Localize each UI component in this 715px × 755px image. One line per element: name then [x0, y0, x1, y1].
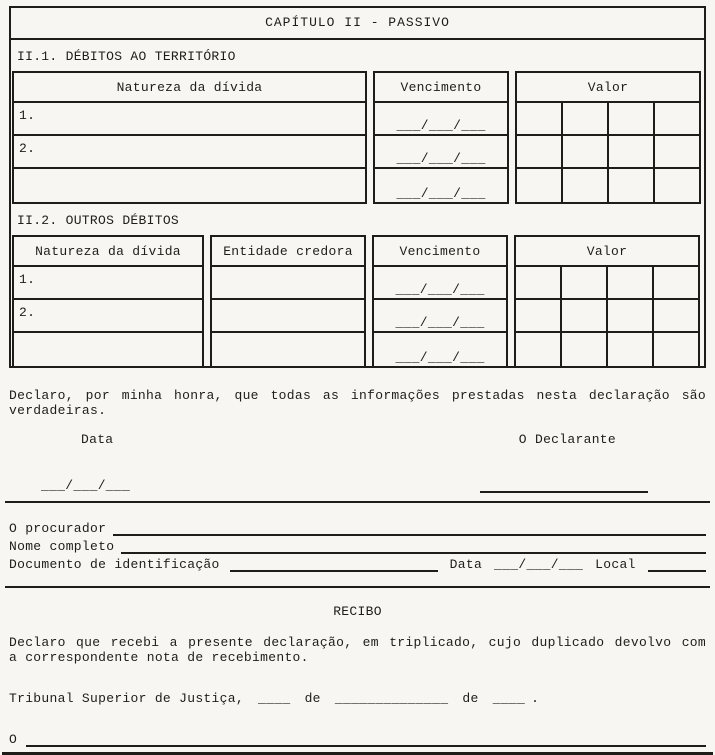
ii2-row1-entidade-field[interactable] [212, 267, 364, 300]
declaration-block [9, 388, 706, 493]
tribunal-date-line [9, 691, 706, 706]
ii1-valor-header: Valor [517, 73, 699, 103]
valor-cell[interactable] [608, 300, 652, 333]
declaration-text-line1: Declaro, por minha honra, que todas as informações prestadas nesta declaração são [9, 388, 706, 403]
documento-label: Documento de identificação [9, 557, 220, 572]
ii1-vencimento-header: Vencimento [375, 73, 507, 103]
passivo-form-box [9, 6, 706, 368]
recibo-title: RECIBO [333, 604, 382, 619]
valor-cell[interactable] [562, 333, 606, 366]
date-label: Data [81, 432, 114, 447]
ii1-row1-vencimento-field[interactable]: ___/___/___ [375, 103, 507, 136]
declaration-labels-row [9, 432, 706, 447]
valor-subcolumn [517, 103, 561, 202]
valor-cell[interactable] [517, 136, 561, 169]
ii2-entidade-column [210, 235, 366, 368]
period: . [531, 691, 540, 706]
valor-subcolumn [606, 267, 652, 366]
valor-cell[interactable] [517, 103, 561, 136]
ii1-row2-vencimento-field[interactable]: ___/___/___ [375, 136, 507, 169]
recibo-text [9, 635, 706, 665]
valor-cell[interactable] [517, 169, 561, 202]
ii2-row1-natureza-field[interactable] [14, 267, 202, 300]
section-ii2-heading: II.2. OUTROS DÉBITOS [17, 213, 180, 228]
section-ii1-heading: II.1. DÉBITOS AO TERRITÓRIO [17, 49, 236, 64]
ii1-valor-column [515, 71, 701, 204]
valor-subcolumn [516, 267, 560, 366]
valor-cell[interactable] [609, 103, 653, 136]
documento-data-label: Data [449, 557, 483, 572]
valor-cell[interactable] [562, 267, 606, 300]
valor-cell[interactable] [655, 136, 699, 169]
ii2-row3-vencimento-field[interactable]: ___/___/___ [395, 350, 485, 365]
valor-cell[interactable] [655, 103, 699, 136]
valor-cell[interactable] [608, 333, 652, 366]
ii2-row3-natureza-field[interactable] [14, 333, 202, 366]
receiver-signature-line [9, 732, 706, 747]
valor-cell[interactable] [516, 267, 560, 300]
valor-cell[interactable] [609, 136, 653, 169]
declaration-date-field[interactable]: ___/___/___ [41, 478, 131, 493]
documento-line [9, 557, 706, 572]
ii2-row2-entidade-field[interactable] [212, 300, 364, 333]
valor-cell[interactable] [563, 136, 607, 169]
ii2-natureza-header: Natureza da dívida [14, 237, 202, 267]
table-ii1 [11, 71, 704, 204]
declarant-label: O Declarante [518, 432, 616, 447]
tribunal-label: Tribunal Superior de Justiça, [9, 691, 244, 706]
ii1-natureza-column [12, 71, 367, 204]
local-field[interactable] [648, 557, 706, 572]
ii2-vencimento-header: Vencimento [374, 237, 506, 267]
ii2-natureza-column [12, 235, 204, 368]
procurador-field[interactable] [113, 521, 706, 536]
ii2-row1-vencimento-field[interactable]: ___/___/___ [374, 267, 506, 300]
valor-cell[interactable] [563, 103, 607, 136]
valor-subcolumn [653, 103, 699, 202]
chapter-title: CAPÍTULO II - PASSIVO [11, 8, 704, 40]
nome-completo-label: Nome completo [9, 539, 115, 554]
procurador-label: O procurador [9, 521, 107, 536]
valor-subcolumn [560, 267, 606, 366]
ii1-row1-natureza-field[interactable] [14, 103, 365, 136]
table-ii2 [11, 235, 704, 368]
ii2-row3-entidade-field[interactable] [212, 333, 364, 366]
documento-field[interactable] [230, 557, 438, 572]
documento-data-field[interactable]: ___/___/___ [494, 557, 584, 572]
ii2-valor-header: Valor [516, 237, 698, 267]
ii1-row3-natureza-field[interactable] [14, 169, 365, 202]
valor-cell[interactable] [654, 333, 698, 366]
procurator-block [9, 521, 706, 572]
valor-subcolumn [561, 103, 607, 202]
receiver-o-label: O [9, 732, 18, 747]
separator-rule [5, 501, 710, 503]
valor-cell[interactable] [562, 300, 606, 333]
ii2-valor-column [514, 235, 700, 368]
row-number: 1. [19, 108, 36, 123]
valor-cell[interactable] [609, 169, 653, 202]
ii1-valor-grid [517, 103, 699, 202]
declarant-signature-field[interactable] [480, 477, 648, 493]
ii2-row2-vencimento-field[interactable]: ___/___/___ [374, 300, 506, 333]
ii2-row2-natureza-field[interactable] [14, 300, 202, 333]
local-label: Local [595, 557, 636, 572]
row-number: 2. [19, 305, 36, 320]
declaration-text-line2: verdadeiras. [9, 403, 107, 418]
declaration-signature-row [9, 477, 706, 493]
de-word: de [304, 691, 321, 706]
ii1-vencimento-column [373, 71, 509, 204]
procurador-line [9, 521, 706, 536]
valor-cell[interactable] [516, 300, 560, 333]
nome-completo-line [9, 539, 706, 554]
ii2-valor-grid [516, 267, 698, 366]
nome-completo-field[interactable] [121, 539, 706, 554]
valor-subcolumn [607, 103, 653, 202]
ii2-entidade-header: Entidade credora [212, 237, 364, 267]
de-word: de [462, 691, 479, 706]
row-number: 2. [19, 141, 36, 156]
separator-rule [5, 586, 710, 588]
valor-cell[interactable] [608, 267, 652, 300]
valor-subcolumn [652, 267, 698, 366]
recibo-text-line2: a correspondente nota de recebimento. [9, 650, 309, 665]
tribunal-year-field[interactable]: ____ [492, 691, 526, 706]
row-number: 1. [19, 272, 36, 287]
valor-cell[interactable] [655, 169, 699, 202]
ii1-natureza-header: Natureza da dívida [14, 73, 365, 103]
ii1-row2-natureza-field[interactable] [14, 136, 365, 169]
recibo-text-line1: Declaro que recebi a presente declaração, em triplicado, cujo duplicado devolvo com [9, 635, 706, 650]
valor-cell[interactable] [516, 333, 560, 366]
tribunal-day-field[interactable]: ____ [258, 691, 291, 706]
receiver-signature-field[interactable] [26, 732, 706, 747]
valor-cell[interactable] [563, 169, 607, 202]
valor-cell[interactable] [654, 300, 698, 333]
ii1-row3-vencimento-field[interactable]: ___/___/___ [396, 186, 486, 201]
ii2-vencimento-column [372, 235, 508, 368]
valor-cell[interactable] [654, 267, 698, 300]
tribunal-month-field[interactable]: ______________ [334, 691, 449, 706]
